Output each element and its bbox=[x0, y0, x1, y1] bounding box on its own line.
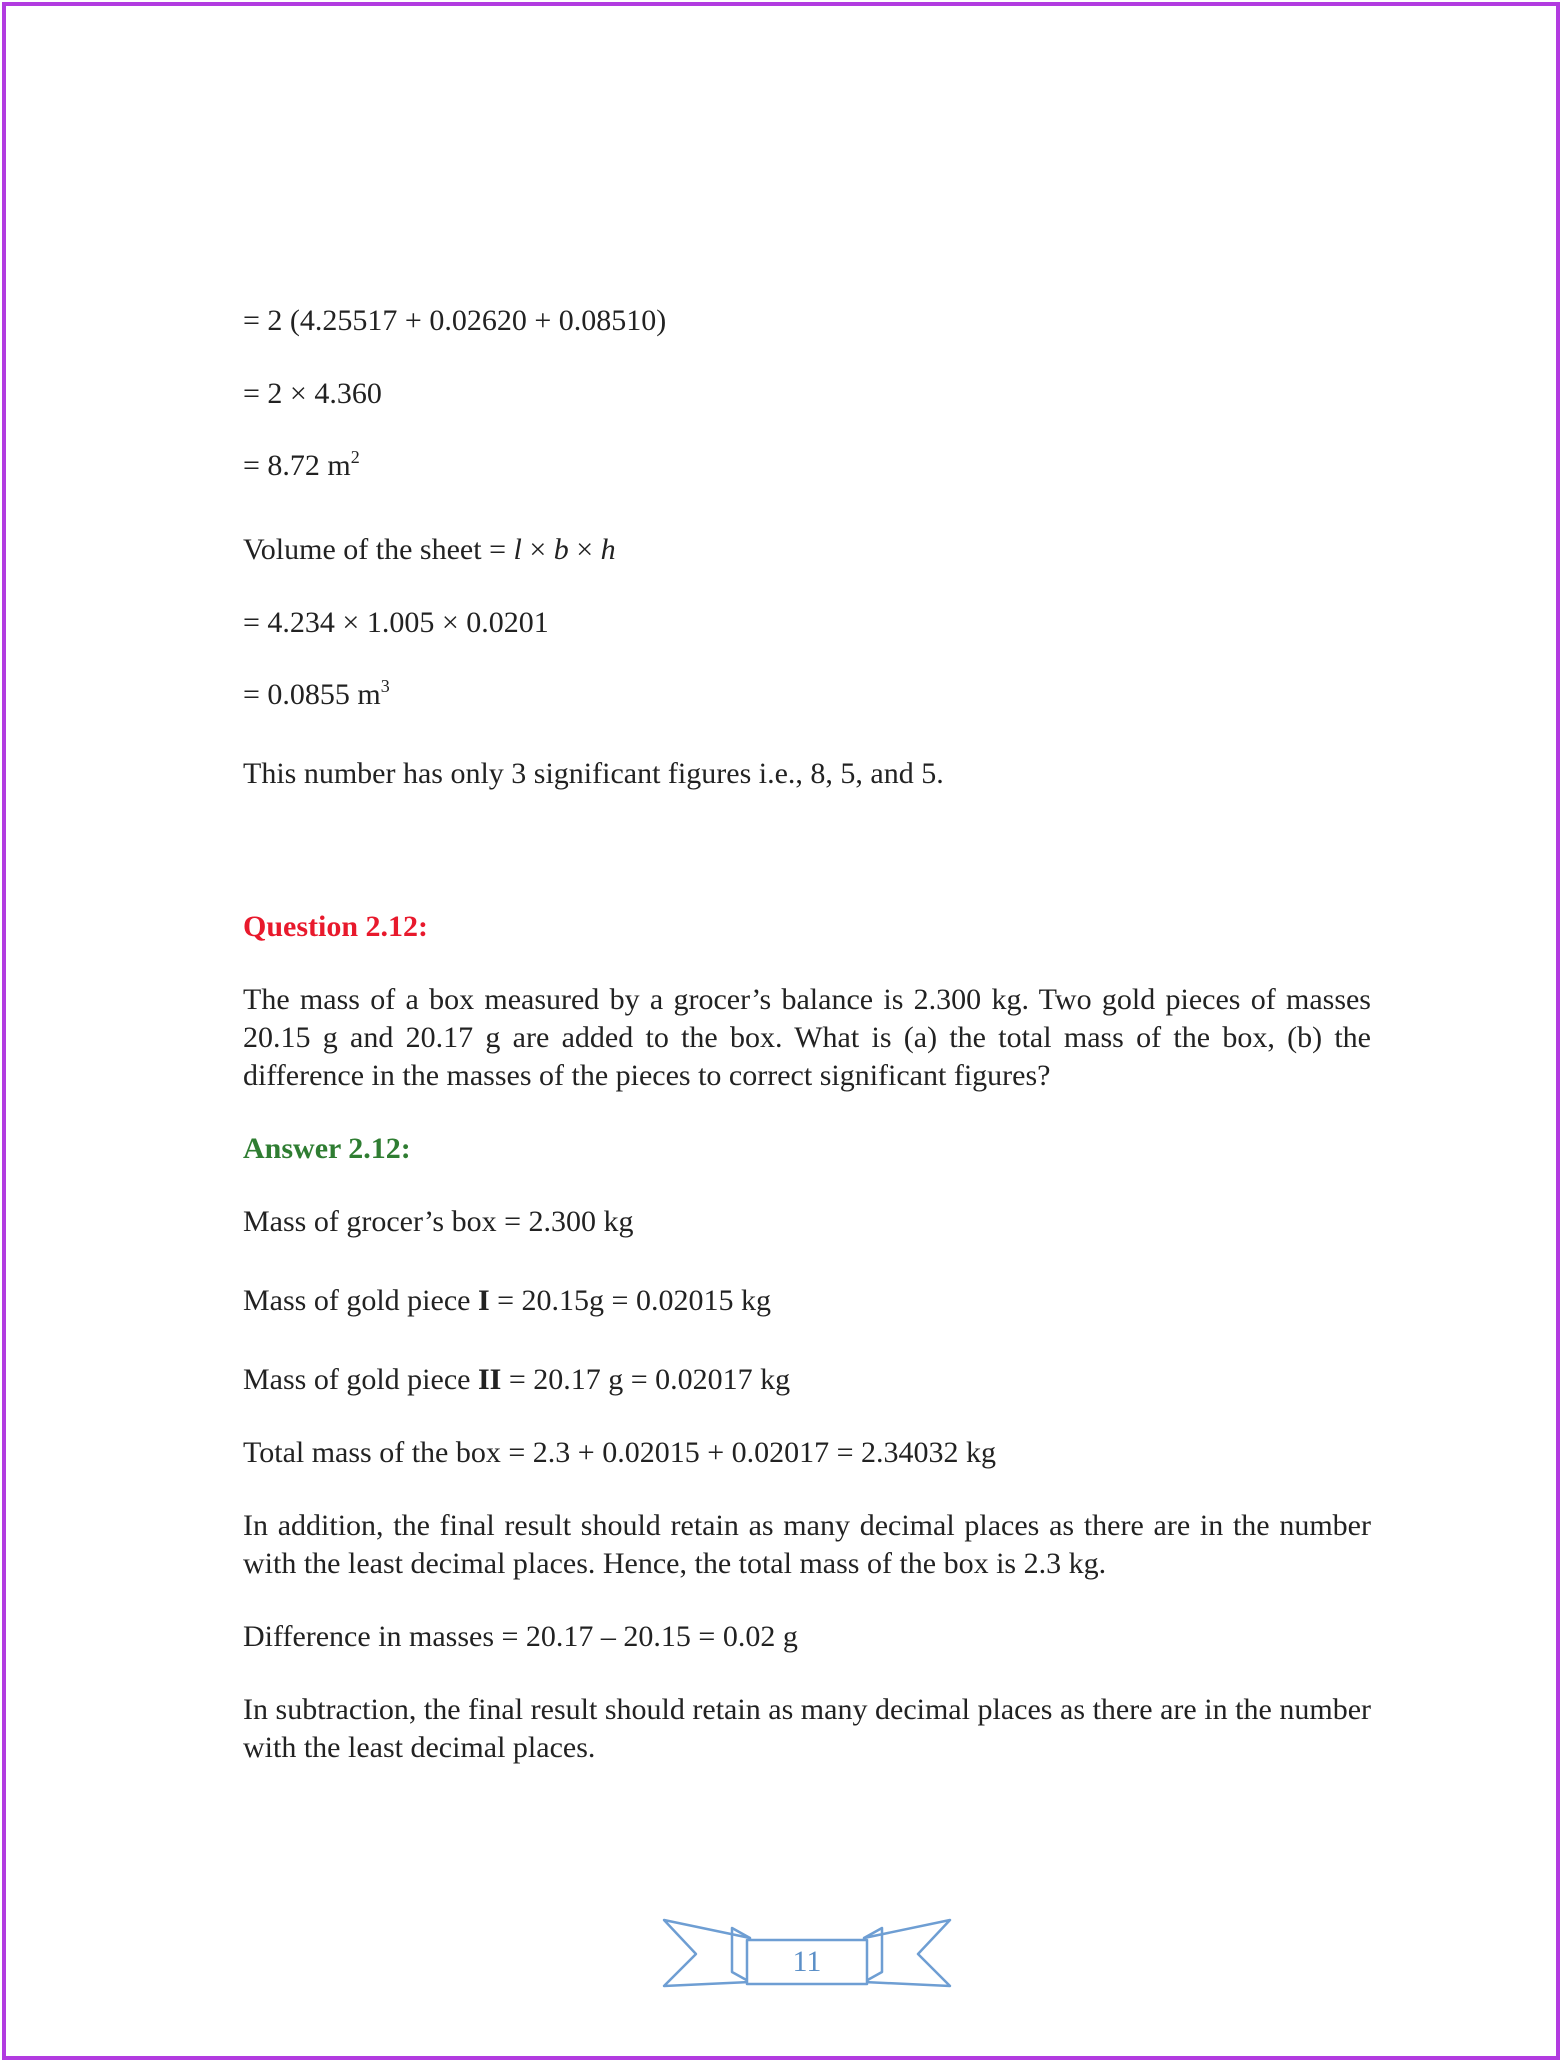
calc-line-6-text: = 0.0855 m bbox=[243, 678, 381, 711]
volume-formula bbox=[243, 531, 616, 569]
calc-line-3-sup: 2 bbox=[350, 447, 360, 467]
answer-line-3-suffix: = 20.17 g = 0.02017 kg bbox=[501, 1363, 791, 1396]
answer-line-3-bold: II bbox=[477, 1363, 502, 1396]
answer-line-1: Mass of grocer’s box = 2.300 kg bbox=[243, 1205, 634, 1238]
answer-line-3-prefix: Mass of gold piece bbox=[243, 1363, 478, 1396]
answer-line-3 bbox=[243, 1361, 790, 1399]
calc-line-3-text: = 8.72 m bbox=[243, 449, 351, 482]
calc-line-5: = 4.234 × 1.005 × 0.0201 bbox=[243, 606, 549, 639]
volume-b: b bbox=[553, 533, 569, 566]
volume-prefix: Volume of the sheet = bbox=[243, 533, 514, 566]
calc-line-2: = 2 × 4.360 bbox=[243, 377, 382, 410]
calc-line-6 bbox=[243, 676, 390, 714]
question-heading: Question 2.12: bbox=[243, 910, 429, 943]
calc-line-6-sup: 3 bbox=[380, 676, 390, 696]
volume-x2: × bbox=[568, 533, 601, 566]
significant-figures-note: This number has only 3 significant figures i.e., 8, 5, and 5. bbox=[243, 757, 944, 790]
answer-line-2-prefix: Mass of gold piece bbox=[243, 1284, 478, 1317]
question-text: The mass of a box measured by a grocer’s balance is 2.300 kg. Two gold pieces of masses 20.15 g and 20.17 g are added to the box. What is (a) the total mass of the box, (b) the difference in the masses of the pieces to correct significant figures? bbox=[243, 983, 1371, 1092]
answer-paragraph-2: In subtraction, the final result should retain as many decimal places as there are in the number with the least decimal places. bbox=[243, 1693, 1371, 1764]
page-number: 11 bbox=[792, 1945, 822, 1978]
volume-h: h bbox=[600, 533, 616, 566]
calc-line-3 bbox=[243, 447, 360, 485]
answer-line-4: Total mass of the box = 2.3 + 0.02015 + 0.02017 = 2.34032 kg bbox=[243, 1436, 997, 1469]
page-number-ribbon bbox=[662, 1914, 952, 2000]
volume-x1: × bbox=[521, 533, 554, 566]
answer-line-2-bold: I bbox=[477, 1284, 490, 1317]
answer-line-5: Difference in masses = 20.17 – 20.15 = 0.02 g bbox=[243, 1620, 798, 1653]
answer-paragraph-1: In addition, the final result should retain as many decimal places as there are in the number with the least decimal places. Hence, the total mass of the box is 2.3 kg. bbox=[243, 1509, 1371, 1580]
answer-line-2 bbox=[243, 1282, 771, 1320]
answer-heading: Answer 2.12: bbox=[243, 1132, 411, 1165]
calc-line-1: = 2 (4.25517 + 0.02620 + 0.08510) bbox=[243, 304, 667, 337]
answer-line-2-suffix: = 20.15g = 0.02015 kg bbox=[489, 1284, 771, 1317]
volume-l: l bbox=[513, 533, 522, 566]
